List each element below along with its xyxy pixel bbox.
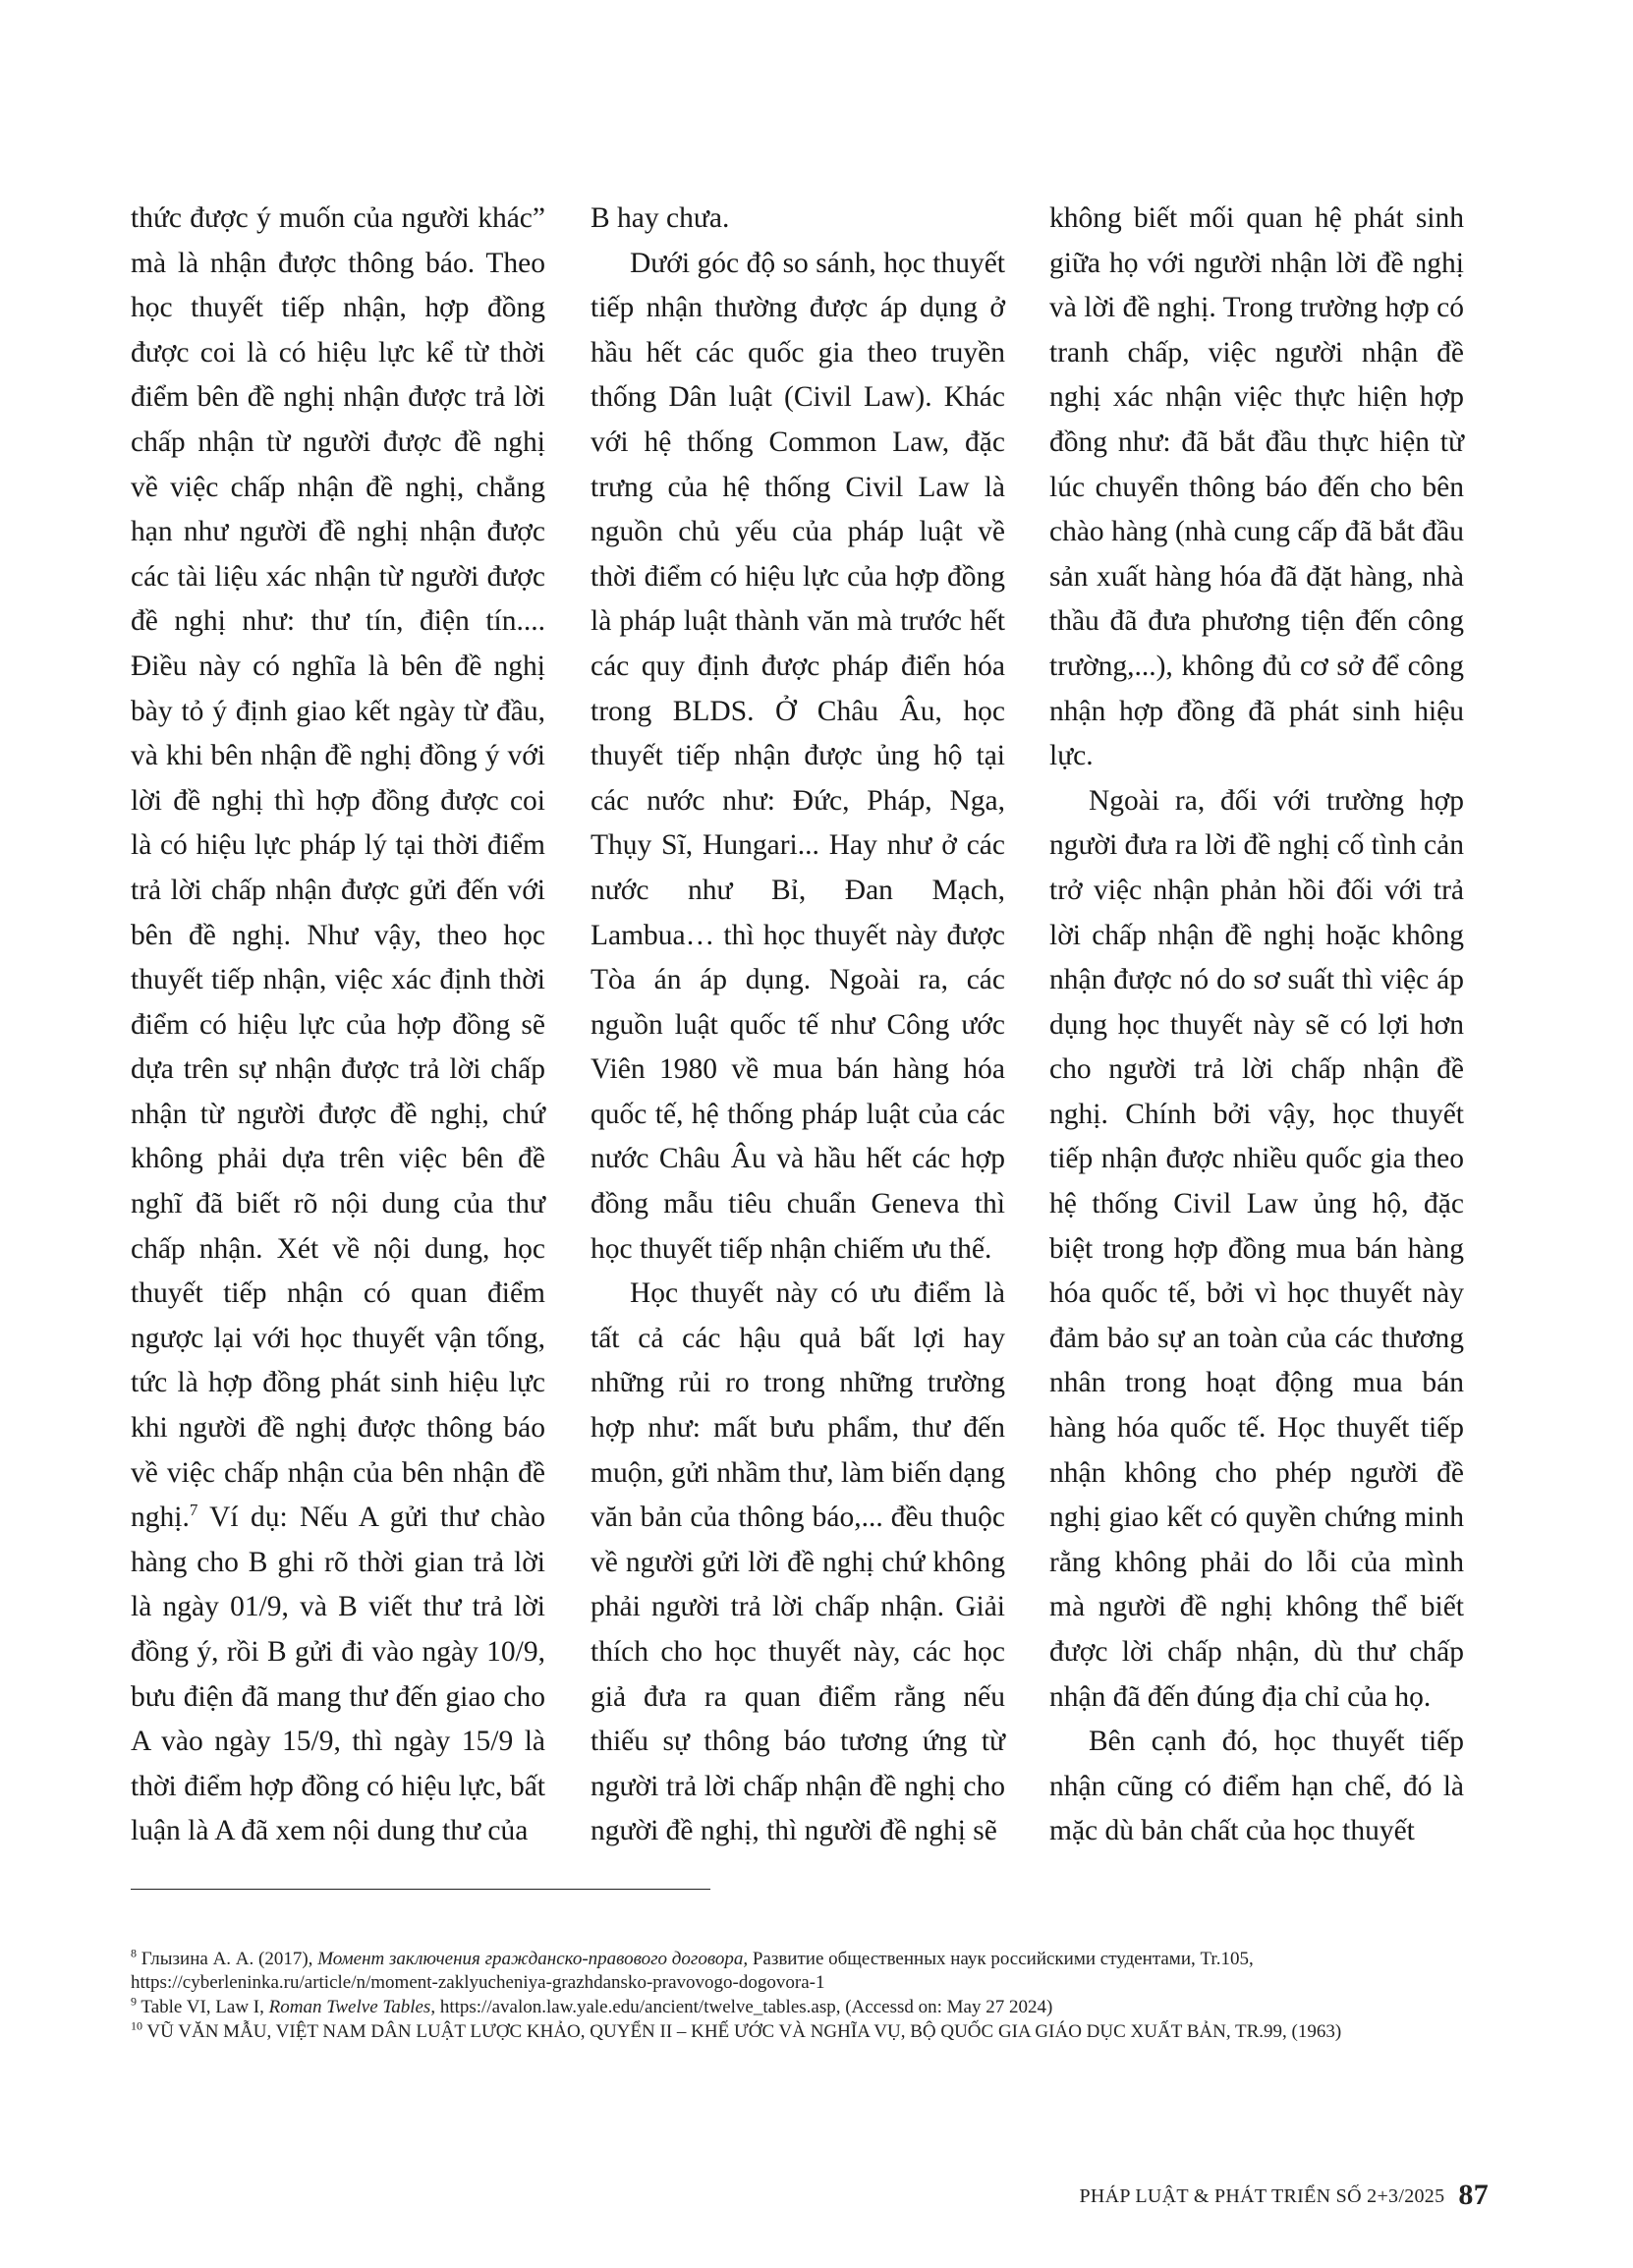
paragraph: Ngoài ra, đối với trường hợp người đưa ra lời đề nghị cố tình cản trở việc nhận phản hồi đối với trả lời chấp nhận đề nghị hoặc không nhận được nó do sơ suất thì việc áp dụng học thuyết này sẽ có lợi hơn cho người trả lời chấp nhận đề nghị. Chính bởi vậy, học thuyết tiếp nhận được nhiều quốc gia theo hệ thống Civil Law ủng hộ, đặc biệt trong hợp đồng mua bán hàng hóa quốc tế, bởi vì học thuyết này đảm bảo sự an toàn của các thương nhân trong hoạt động mua bán hàng hóa quốc tế. Học thuyết tiếp nhận không cho phép người đề nghị giao kết có quyền chứng minh rằng không phải do lỗi của mình mà người đề nghị không thể biết được lời chấp nhận, dù thư chấp nhận đã đến đúng địa chỉ của họ. bbox=[1049, 784, 1464, 1713]
paragraph: không biết mối quan hệ phát sinh giữa họ với người nhận lời đề nghị và lời đề nghị. Trong trường hợp có tranh chấp, việc người nhận đề nghị xác nhận việc thực hiện hợp đồng như: đã bắt đầu thực hiện từ lúc chuyển thông báo đến cho bên chào hàng (nhà cung cấp đã bắt đầu sản xuất hàng hóa đã đặt hàng, nhà thầu đã đưa phương tiện đến công trường,...), không đủ cơ sở để công nhận hợp đồng đã phát sinh hiệu lực. bbox=[1049, 202, 1464, 772]
text-column-1 bbox=[131, 197, 545, 1854]
paragraph: B hay chưa. bbox=[591, 202, 730, 234]
text-column-2 bbox=[591, 197, 1005, 1854]
paragraph: Bên cạnh đó, học thuyết tiếp nhận cũng có điểm hạn chế, đó là mặc dù bản chất của học thuyết bbox=[1049, 1726, 1464, 1847]
footnote-9: $^9$ Table VI, Law I, Roman Twelve Tables, https://avalon.law.yale.edu/ancient/twelve_tables.asp, (Accessd on: May 27 2024) bbox=[131, 1994, 1053, 2017]
paragraph: Dưới góc độ so sánh, học thuyết tiếp nhận thường được áp dụng ở hầu hết các quốc gia theo truyền thống Dân luật (Civil Law). Khác với hệ thống Common Law, đặc trưng của hệ thống Civil Law là nguồn chủ yếu của pháp luật về thời điểm có hiệu lực của hợp đồng là pháp luật thành văn mà trước hết các quy định được pháp điển hóa trong BLDS. Ở Châu Âu, học thuyết tiếp nhận được ủng hộ tại các nước như: Đức, Pháp, Nga, Thụy Sĩ, Hungari... Hay như ở các nước như Bỉ, Đan Mạch, Lambua… thì học thuyết này được Tòa án áp dụng. Ngoài ra, các nguồn luật quốc tế như Công ước Viên 1980 về mua bán hàng hóa quốc tế, hệ thống pháp luật của các nước Châu Âu và hầu hết các hợp đồng mẫu tiêu chuẩn Geneva thì học thuyết tiếp nhận chiếm ưu thế. bbox=[591, 247, 1005, 1265]
footnote-ref: 7 bbox=[189, 1501, 198, 1520]
paragraph: Học thuyết này có ưu điểm là tất cả các hậu quả bất lợi hay những rủi ro trong những trường hợp như: mất bưu phẩm, thư đến muộn, gửi nhầm thư, làm biến dạng văn bản của thông báo,... đều thuộc về người gửi lời đề nghị chứ không phải người trả lời chấp nhận. Giải thích cho học thuyết này, các học giả đưa ra quan điểm rằng nếu thiếu sự thông báo tương ứng từ người trả lời chấp nhận đề nghị cho người đề nghị, thì người đề nghị sẽ bbox=[591, 1277, 1005, 1847]
journal-name: PHÁP LUẬT & PHÁT TRIỂN SỐ 2+3/2025 bbox=[1079, 2185, 1445, 2207]
page-number: 87 bbox=[1458, 2179, 1489, 2211]
footnote-separator bbox=[131, 1889, 710, 1890]
text-column-3 bbox=[1049, 197, 1464, 1854]
footnote-8: $^8$ Глызина А. А. (2017), Момент заключения гражданско-правового договора, Развитие общественных наук российскими студентами, Tr.105, https://cyberleninka.ru/article/n/moment-zaklyucheniya-grazhdansko-pravovogo-dogovora-1 bbox=[131, 1946, 1254, 1993]
footnote-10: $^{10}$ VŨ VĂN MẪU, VIỆT NAM DÂN LUẬT LƯỢC KHẢO, QUYỂN II – KHẾ ƯỚC VÀ NGHĨA VỤ, BỘ QUỐC GIA GIÁO DỤC XUẤT BẢN, TR.99, (1963) bbox=[131, 2018, 1342, 2042]
footnotes bbox=[131, 1948, 1492, 2045]
paragraph: thức được ý muốn của người khác” mà là nhận được thông báo. Theo học thuyết tiếp nhận, hợp đồng được coi là có hiệu lực kể từ thời điểm bên đề nghị nhận được trả lời chấp nhận từ người được đề nghị về việc chấp nhận đề nghị, chẳng hạn như người đề nghị nhận được các tài liệu xác nhận từ người được đề nghị như: thư tín, điện tín.... Điều này có nghĩa là bên đề nghị bày tỏ ý định giao kết ngày từ đầu, và khi bên nhận đề nghị đồng ý với lời đề nghị thì hợp đồng được coi là có hiệu lực pháp lý tại thời điểm trả lời chấp nhận được gửi đến với bên đề nghị. Như vậy, theo học thuyết tiếp nhận, việc xác định thời điểm có hiệu lực của hợp đồng sẽ dựa trên sự nhận được trả lời chấp nhận từ người được đề nghị, chứ không phải dựa trên việc bên đề nghĩ đã biết rõ nội dung của thư chấp nhận. Xét về nội dung, học thuyết tiếp nhận có quan điểm ngược lại với học thuyết vận tống, tức là hợp đồng phát sinh hiệu lực khi người đề nghị được thông báo về việc chấp nhận của bên nhận đề nghị.$^7$ Ví dụ: Nếu A gửi thư chào hàng cho B ghi rõ thời gian trả lời là ngày 01/9, và B viết thư trả lời đồng ý, rồi B gửi đi vào ngày 10/9, bưu điện đã mang thư đến giao cho A vào ngày 15/9, thì ngày 15/9 là thời điểm hợp đồng có hiệu lực, bất luận là A đã xem nội dung thư của bbox=[131, 202, 545, 1847]
page-footer bbox=[1080, 2179, 1490, 2212]
